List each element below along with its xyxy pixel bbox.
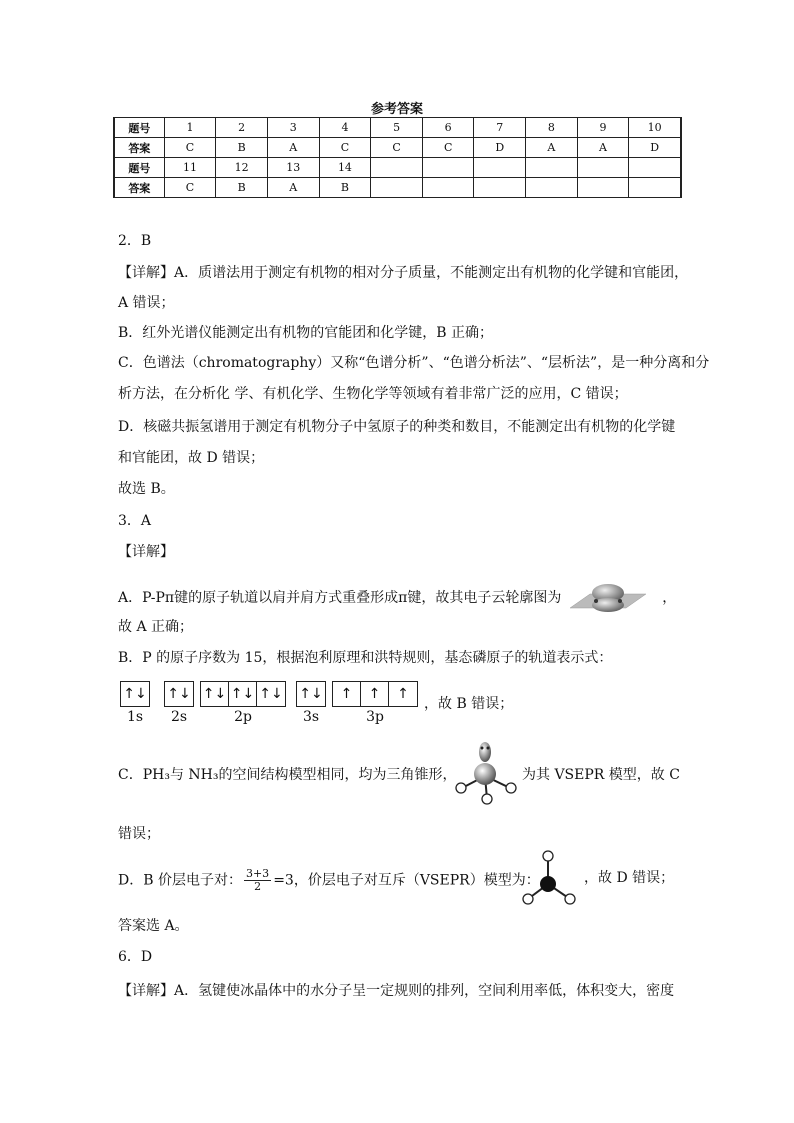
q3-option-b: B．P 的原子序数为 15，根据泡利原理和洪特规则，基态磷原子的轨道表示式： bbox=[118, 650, 613, 666]
table-cell: A bbox=[267, 138, 319, 158]
table-cell: B bbox=[216, 178, 268, 198]
trigonal-pyramid-model-image bbox=[452, 740, 522, 806]
table-cell: B bbox=[319, 178, 371, 198]
table-cell: A bbox=[577, 138, 629, 158]
q3-option-a bbox=[118, 580, 676, 616]
answer-table bbox=[113, 117, 682, 198]
table-row bbox=[114, 138, 681, 158]
orbital-arrows: ↑↓ bbox=[299, 686, 323, 702]
table-cell: 3 bbox=[267, 118, 319, 138]
table-cell bbox=[371, 158, 423, 178]
orbital-box-3s bbox=[296, 681, 326, 707]
q6-heading: 6．D bbox=[118, 949, 153, 965]
orbital-arrows: ↑↓ bbox=[201, 682, 229, 706]
table-cell: B bbox=[216, 138, 268, 158]
table-cell: 8 bbox=[526, 118, 578, 138]
q3-option-a-2: 故 A 正确； bbox=[118, 619, 194, 635]
table-title: 参考答案 bbox=[370, 102, 423, 117]
orbital-label: 2s bbox=[170, 709, 188, 725]
orbital-label: 3p bbox=[366, 709, 384, 725]
table-cell: A bbox=[526, 138, 578, 158]
table-cell: C bbox=[164, 138, 216, 158]
fraction-numerator: 3+3 bbox=[245, 867, 270, 880]
table-cell bbox=[629, 158, 681, 178]
q3-b-end: ，故 B 错误； bbox=[424, 696, 514, 712]
table-cell bbox=[577, 178, 629, 198]
table-cell bbox=[629, 178, 681, 198]
table-cell: 12 bbox=[216, 158, 268, 178]
q3-conclusion: 答案选 A。 bbox=[118, 918, 189, 934]
orbital-label: 3s bbox=[302, 709, 320, 725]
table-cell: 9 bbox=[577, 118, 629, 138]
table-cell: C bbox=[371, 138, 423, 158]
table-cell bbox=[422, 178, 474, 198]
table-cell: 5 bbox=[371, 118, 423, 138]
q3-option-c-2: 错误； bbox=[118, 826, 160, 842]
table-cell: C bbox=[164, 178, 216, 198]
table-header-cell: 题号 bbox=[114, 118, 164, 138]
q2-line-8: 故选 B。 bbox=[118, 481, 175, 497]
table-cell: 2 bbox=[216, 118, 268, 138]
orbital-arrows: ↑ bbox=[397, 686, 409, 702]
table-cell: D bbox=[629, 138, 681, 158]
pi-bond-orbital-image bbox=[566, 580, 650, 616]
q2-line-5: 析方法，在分析化 学、有机化学、生物化学等领域有着非常广泛的应用，C 错误； bbox=[118, 386, 628, 402]
table-row bbox=[114, 158, 681, 178]
q2-line-1: 【详解】A．质谱法用于测定有机物的相对分子质量，不能测定出有机物的化学键和官能团， bbox=[118, 265, 689, 281]
orbital-label: 2p bbox=[234, 709, 252, 725]
table-cell bbox=[526, 178, 578, 198]
q3-line-1: 【详解】 bbox=[118, 544, 174, 560]
table-cell: C bbox=[422, 138, 474, 158]
orbital-arrows: ↑↓ bbox=[259, 686, 283, 702]
table-cell: 14 bbox=[319, 158, 371, 178]
q3-heading: 3．A bbox=[118, 513, 152, 529]
orbital-label: 1s bbox=[126, 709, 144, 725]
q3-d-text-mid: =3，价层电子对互斥（VSEPR）模型为： bbox=[273, 872, 540, 889]
table-cell: 7 bbox=[474, 118, 526, 138]
orbital-arrows: ↑↓ bbox=[123, 686, 147, 702]
orbital-arrows: ↑↓ bbox=[167, 686, 191, 702]
table-header-cell: 题号 bbox=[114, 158, 164, 178]
q6-line-1: 【详解】A．氢键使冰晶体中的水分子呈一定规则的排列，空间利用率低，体积变大，密度 bbox=[118, 983, 675, 999]
orbital-box-3p bbox=[332, 681, 418, 707]
table-cell bbox=[474, 158, 526, 178]
table-cell: 13 bbox=[267, 158, 319, 178]
fraction bbox=[244, 868, 271, 893]
table-cell bbox=[526, 158, 578, 178]
table-cell: 11 bbox=[164, 158, 216, 178]
table-cell: D bbox=[474, 138, 526, 158]
table-row bbox=[114, 178, 681, 198]
table-cell bbox=[371, 178, 423, 198]
q2-line-6: D．核磁共振氢谱用于测定有机物分子中氢原子的种类和数目，不能测定出有机物的化学键 bbox=[118, 419, 676, 435]
orbital-box-2s bbox=[164, 681, 194, 707]
table-cell: 6 bbox=[422, 118, 474, 138]
q2-heading: 2．B bbox=[118, 233, 152, 249]
q2-line-7: 和官能团，故 D 错误； bbox=[118, 450, 265, 466]
table-cell: A bbox=[267, 178, 319, 198]
table-header-cell: 答案 bbox=[114, 138, 164, 158]
q2-line-3: B．红外光谱仪能测定出有机物的官能团和化学键，B 正确； bbox=[118, 325, 494, 341]
table-cell bbox=[474, 178, 526, 198]
table-row bbox=[114, 118, 681, 138]
orbital-box-1s bbox=[120, 681, 150, 707]
table-header-cell: 答案 bbox=[114, 178, 164, 198]
q3-option-d bbox=[118, 868, 540, 893]
table-cell: C bbox=[319, 138, 371, 158]
q3-a-text: A．P-Pπ键的原子轨道以肩并肩方式重叠形成π键，故其电子云轮廓图为 bbox=[118, 590, 562, 606]
orbital-arrows: ↑ bbox=[333, 682, 361, 706]
q3-c-end: 为其 VSEPR 模型，故 C bbox=[522, 767, 680, 783]
q3-option-c: C．PH₃与 NH₃的空间结构模型相同，均为三角锥形， bbox=[118, 767, 457, 783]
q2-line-4: C．色谱法（chromatography）又称“色谱分析”、“色谱分析法”、“层析法”，是一种分离和分 bbox=[118, 355, 710, 371]
orbital-arrows: ↑↓ bbox=[229, 682, 257, 706]
fraction-denominator: 2 bbox=[254, 880, 262, 893]
table-cell bbox=[577, 158, 629, 178]
orbital-arrows: ↑ bbox=[361, 682, 389, 706]
trigonal-planar-model-image bbox=[520, 848, 580, 908]
q3-a-text-end: ， bbox=[662, 590, 677, 606]
q3-d-text: D．B 价层电子对： bbox=[118, 872, 242, 889]
table-cell: 10 bbox=[629, 118, 681, 138]
orbital-box-2p bbox=[200, 681, 286, 707]
q3-d-end: ，故 D 错误； bbox=[584, 870, 675, 886]
table-cell: 1 bbox=[164, 118, 216, 138]
table-cell: 4 bbox=[319, 118, 371, 138]
table-cell bbox=[422, 158, 474, 178]
q2-line-2: A 错误； bbox=[118, 295, 175, 311]
